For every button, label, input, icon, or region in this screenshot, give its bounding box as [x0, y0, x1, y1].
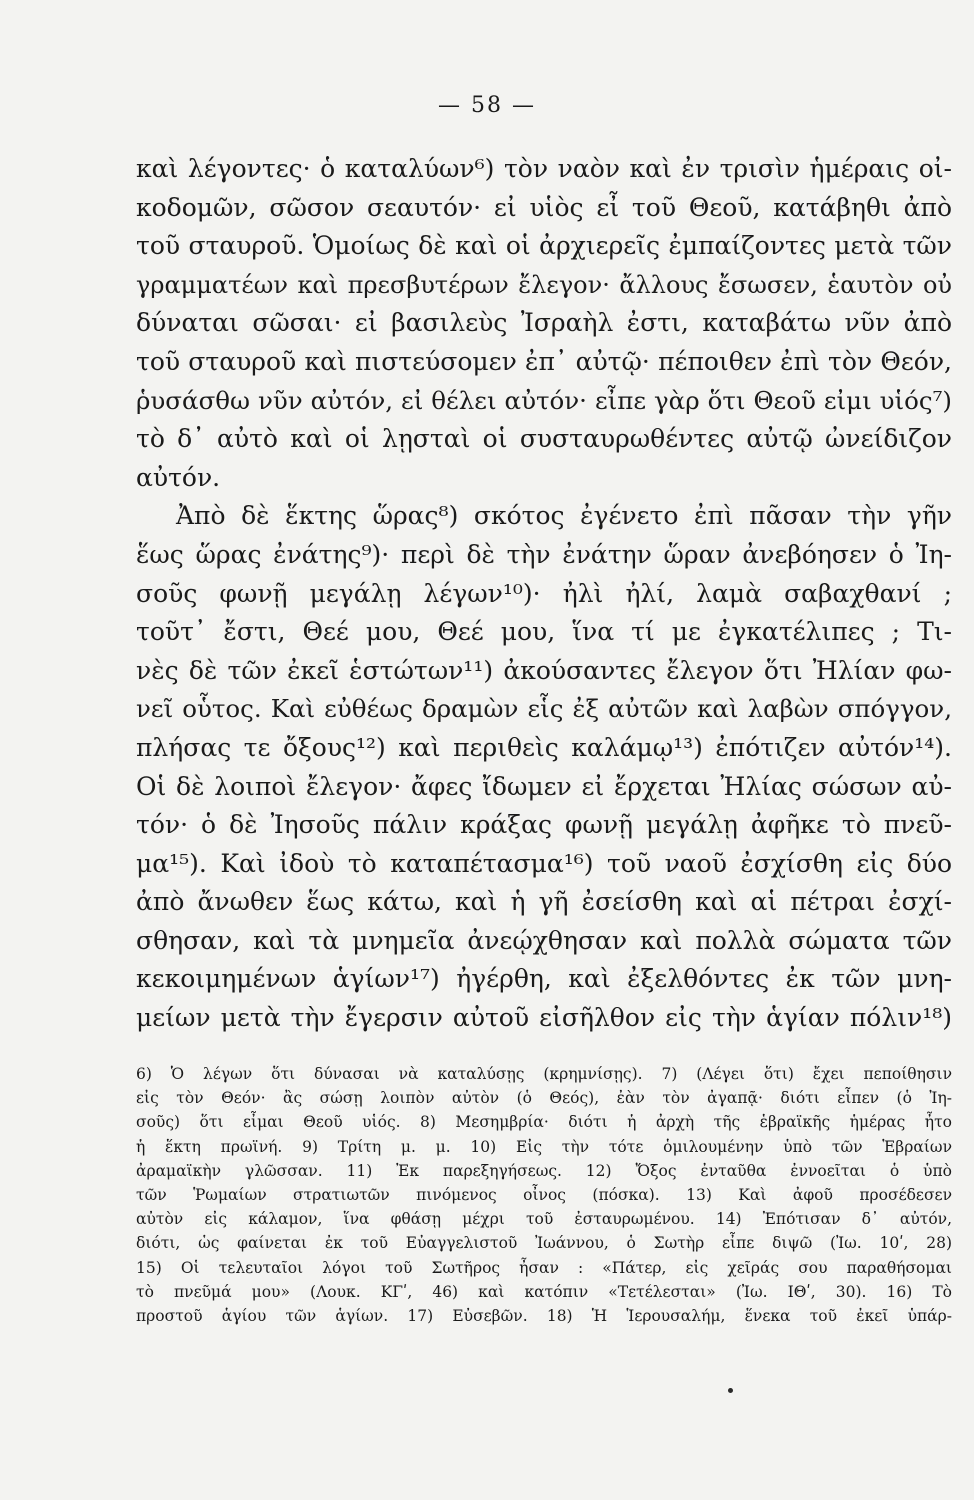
- footnote-line: σοῦς) ὅτι εἶμαι Θεοῦ υἱός. 8) Μεσημβρία· διότι ἡ ἀρχὴ τῆς ἑβραϊκῆς ἡμέρας ἦτο: [136, 1113, 952, 1132]
- body-line: τοῦ σταυροῦ καὶ πιστεύσομεν ἐπ᾽ αὐτῷ· πέποιθεν ἐπὶ τὸν Θεόν,: [136, 346, 952, 376]
- footnote-line: αὐτὸν εἰς κάλαμον, ἵνα φθάσῃ μέχρι τοῦ ἐσταυρωμένου. 14) Ἐπότισαν δ᾽ αὐτόν,: [136, 1210, 952, 1229]
- footnote-line: διότι, ὡς φαίνεται ἐκ τοῦ Εὐαγγελιστοῦ Ἰωάννου, ὁ Σωτὴρ εἶπε διψῶ (Ἰω. 10ʹ, 28): [136, 1234, 952, 1253]
- body-line: δύναται σῶσαι· εἰ βασιλεὺς Ἰσραὴλ ἐστι, καταβάτω νῦν ἀπὸ: [136, 308, 952, 338]
- footnote-line: ἡ ἕκτη πρωϊνή. 9) Τρίτη μ. μ. 10) Εἰς τὴν τότε ὁμιλουμένην ὑπὸ τῶν Ἑβραίων: [136, 1137, 952, 1156]
- body-line: ἕως ὥρας ἐνάτης⁹)· περὶ δὲ τὴν ἐνάτην ὥραν ἀνεβόησεν ὁ Ἰη-: [136, 539, 952, 569]
- ink-speck: [728, 1388, 733, 1393]
- body-line: μα¹⁵). Καὶ ἰδοὺ τὸ καταπέτασμα¹⁶) τοῦ ναοῦ ἐσχίσθη εἰς δύο: [136, 848, 952, 878]
- body-line: σοῦς φωνῇ μεγάλῃ λέγων¹⁰)· ἠλὶ ἠλί, λαμὰ σαβαχθανί ;: [136, 578, 952, 608]
- footnote-line: τῶν Ῥωμαίων στρατιωτῶν πινόμενος οἶνος (πόσκα). 13) Καὶ ἀφοῦ προσέδεσεν: [136, 1185, 952, 1204]
- body-line: ἀπὸ ἄνωθεν ἕως κάτω, καὶ ἡ γῆ ἐσείσθη καὶ αἱ πέτραι ἐσχί-: [136, 887, 952, 917]
- body-line: γραμματέων καὶ πρεσβυτέρων ἔλεγον· ἄλλους ἔσωσεν, ἑαυτὸν οὐ: [136, 270, 952, 299]
- body-line: τὸ δ᾽ αὐτὸ καὶ οἱ λῃσταὶ οἱ συσταυρωθέντες αὐτῷ ὠνείδιζον: [136, 424, 952, 454]
- body-line: τόν· ὁ δὲ Ἰησοῦς πάλιν κράξας φωνῇ μεγάλῃ ἀφῆκε τὸ πνεῦ-: [136, 810, 952, 840]
- paragraph-start-line: Ἀπὸ δὲ ἕκτης ὥρας⁸) σκότος ἐγένετο ἐπὶ πᾶσαν τὴν γῆν: [176, 501, 952, 531]
- body-line: μείων μετὰ τὴν ἔγερσιν αὐτοῦ εἰσῆλθον εἰς τὴν ἁγίαν πόλιν¹⁸): [136, 1003, 952, 1033]
- footnotes: [136, 1062, 952, 1328]
- body-line: τοῦ σταυροῦ. Ὁμοίως δὲ καὶ οἱ ἀρχιερεῖς ἐμπαίζοντες μετὰ τῶν: [136, 231, 952, 261]
- body-text: [136, 150, 952, 1038]
- body-line: καὶ λέγοντες· ὁ καταλύων⁶) τὸν ναὸν καὶ ἐν τρισὶν ἡμέραις οἰ-: [136, 154, 952, 183]
- footnote-line: τὸ πνεῦμά μου» (Λουκ. ΚΓʹ, 46) καὶ κατόπιν «Τετέλεσται» (Ἰω. ΙΘʹ, 30). 16) Τὸ: [136, 1282, 952, 1301]
- body-line: κοδομῶν, σῶσον σεαυτόν· εἰ υἱὸς εἶ τοῦ Θεοῦ, κατάβηθι ἀπὸ: [136, 192, 952, 222]
- footnote-line: προστοῦ ἁγίου τῶν ἁγίων. 17) Εὐσεβῶν. 18) Ἡ Ἱερουσαλήμ, ἕνεκα τοῦ ἐκεῖ ὑπάρ-: [136, 1306, 952, 1325]
- body-line: ῥυσάσθω νῦν αὐτόν, εἰ θέλει αὐτόν· εἶπε γὰρ ὅτι Θεοῦ εἰμι υἱός⁷): [136, 385, 952, 415]
- body-line: πλήσας τε ὄξους¹²) καὶ περιθεὶς καλάμῳ¹³) ἐπότιζεν αὐτόν¹⁴).: [136, 732, 952, 762]
- footnote-line: εἰς τὸν Θεόν· ἂς σώσῃ λοιπὸν αὐτὸν (ὁ Θεός), ἐὰν τὸν ἀγαπᾷ· διότι εἶπεν (ὁ Ἰη-: [136, 1089, 952, 1108]
- page-number: — 58 —: [438, 93, 536, 118]
- body-line: Οἱ δὲ λοιποὶ ἔλεγον· ἄφες ἴδωμεν εἰ ἔρχεται Ἠλίας σώσων αὐ-: [136, 771, 952, 801]
- body-line: νεῖ οὗτος. Καὶ εὐθέως δραμὼν εἷς ἐξ αὐτῶν καὶ λαβὼν σπόγγον,: [136, 694, 952, 724]
- body-line: αὐτόν.: [136, 462, 221, 492]
- body-line: κεκοιμημένων ἁγίων¹⁷) ἠγέρθη, καὶ ἐξελθόντες ἐκ τῶν μνη-: [136, 964, 952, 994]
- body-line: σθησαν, καὶ τὰ μνημεῖα ἀνεῴχθησαν καὶ πολλὰ σώματα τῶν: [136, 925, 952, 955]
- footnote-line: 6) Ὁ λέγων ὅτι δύνασαι νὰ καταλύσῃς (κρημνίσῃς). 7) (Λέγει ὅτι) ἔχει πεποίθησιν: [136, 1065, 952, 1083]
- body-line: νὲς δὲ τῶν ἐκεῖ ἑστώτων¹¹) ἀκούσαντες ἔλεγον ὅτι Ἠλίαν φω-: [136, 655, 952, 685]
- body-line: τοῦτ᾽ ἔστι, Θεέ μου, Θεέ μου, ἵνα τί με ἐγκατέλιπες ; Τι-: [136, 617, 952, 647]
- footnote-line: 15) Οἱ τελευταῖοι λόγοι τοῦ Σωτῆρος ἦσαν : «Πάτερ, εἰς χεῖράς σου παραθήσομαι: [136, 1258, 952, 1277]
- footnote-line: ἀραμαϊκὴν γλῶσσαν. 11) Ἐκ παρεξηγήσεως. 12) Ὄξος ἐνταῦθα ἐννοεῖται ὁ ὑπὸ: [136, 1161, 952, 1180]
